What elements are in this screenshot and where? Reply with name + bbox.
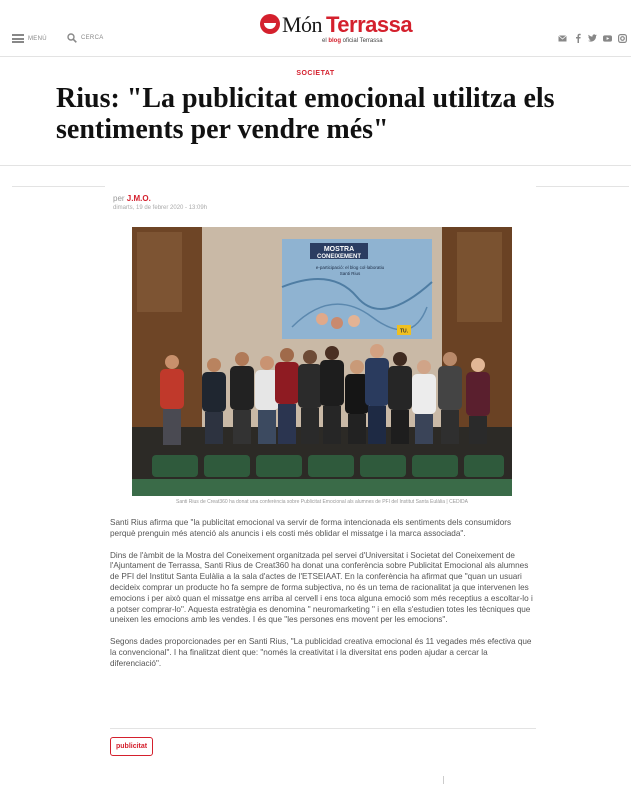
search-button[interactable] — [67, 33, 104, 43]
menu-label: MENÚ — [28, 35, 47, 42]
site-header — [0, 0, 631, 57]
article-photo — [132, 227, 512, 496]
mail-icon[interactable] — [558, 33, 567, 43]
article-paragraph: Santi Rius afirma que "la publicitat emocional va servir de forma intencionada els sentiments dels consumidors perquè prenguin més atenció als anuncis i els costi més oblidar el missatge i la marca associada". — [110, 518, 512, 538]
menu-button[interactable] — [12, 34, 47, 43]
author-link[interactable]: J.M.O. — [126, 194, 151, 203]
photo-screen-line-1: e-participació: el blog col·laboratiu — [315, 265, 385, 270]
logo-tagline-post: oficial Terrassa — [341, 38, 383, 44]
logo-word-mon: Món — [282, 12, 323, 37]
logo-tagline — [322, 38, 383, 44]
search-label: CERCA — [81, 35, 104, 41]
hamburger-icon — [12, 34, 24, 43]
facebook-icon[interactable] — [573, 33, 582, 43]
photo-screen-badge: TU. — [399, 328, 409, 335]
divider-tick — [443, 776, 444, 784]
divider-right — [536, 186, 629, 187]
social-links — [558, 33, 627, 43]
logo-tagline-pre: el — [322, 38, 329, 44]
logo-word-terrassa: Terrassa — [326, 12, 413, 37]
article-category[interactable]: SOCIETAT — [296, 70, 335, 77]
article-paragraph: Segons dades proporcionades per en Santi Rius, "La publicidad creativa emocional és 11 vegades més efectiva que la convencional". I ha finalitzat dient que: "només la creativitat i la diversitat ens poden ajudar a cercar la diferenciació". — [110, 637, 532, 668]
logo-tagline-bold: blog — [328, 38, 342, 44]
divider-left — [12, 186, 105, 187]
youtube-icon[interactable] — [603, 33, 612, 43]
twitter-icon[interactable] — [588, 33, 597, 43]
article-paragraph: Dins de l'àmbit de la Mostra del Coneixement organitzada pel servei d'Universitat i Societat del Coneixement de l'Ajuntament de Terrassa, Santi Rius de Creat360 ha donat una conferència sobre Publicitat Emocional als alumnes de PFI del Institut Santa Eulàlia a la sala d'actes de l'ETSEIAAT. En la conferència ha afirmat que "quan un usuari decideix comprar un producte ho fa sempre de forma subjectiva, no és un tema de racionalitat ja que intervenen les emocions i per això quan el missatge ens arriba al cervell i ens toca alguna emoció som més receptius a escoltar-lo i a potser comprar-lo". Aquesta estratègia es denomina " neuromarketing " i en ella s'estudien totes les tècniques que uneixen les emocions amb les vendes. I és que "les persones ens movent per les emocions". — [110, 550, 533, 625]
photo-caption: Santi Rius de Creat360 ha donat una conferència sobre Publicitat Emocional als alumnes de PFI del Institut Santa Eulàlia | CEDIDA — [175, 499, 469, 505]
article-body — [110, 518, 536, 681]
photo-screen-title-2: CONEIXEMENT — [316, 254, 362, 260]
logo-mark-icon — [260, 14, 280, 34]
article-title: Rius: "La publicitat emocional utilitza els sentiments per vendre més" — [56, 83, 555, 145]
article-byline — [113, 194, 151, 203]
tag-publicitat[interactable]: publicitat — [110, 737, 153, 756]
divider-bottom — [110, 728, 536, 729]
divider — [0, 165, 631, 166]
photo-screen-title-1: MOSTRA — [323, 246, 355, 253]
photo-screen-line-2: Santi Rius — [339, 271, 361, 276]
search-icon — [67, 33, 77, 43]
article-date: dimarts, 19 de febrer 2020 - 13:09h — [113, 205, 208, 211]
instagram-icon[interactable] — [618, 33, 627, 43]
byline-prefix: per — [113, 194, 127, 203]
